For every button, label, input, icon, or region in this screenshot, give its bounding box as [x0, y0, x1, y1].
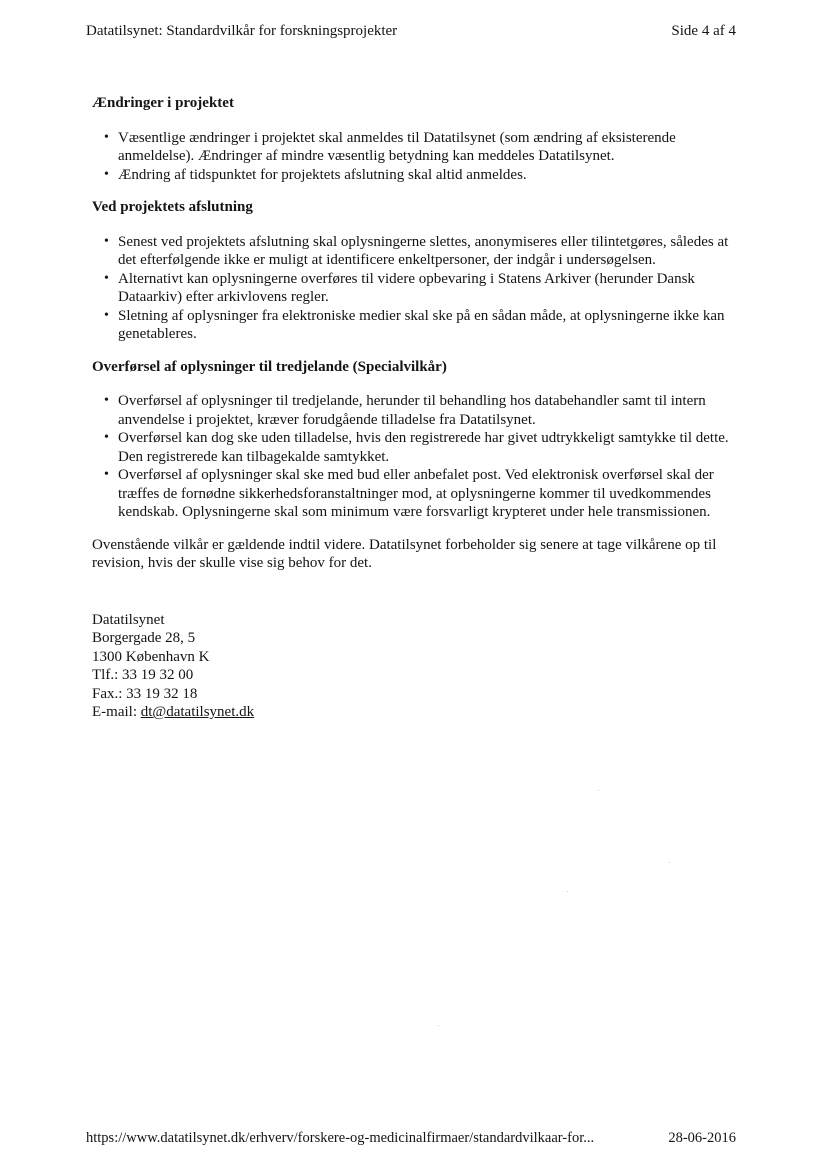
contact-email-line — [92, 703, 732, 722]
bullet-item: • Ændring af tidspunktet for projektets afslutning skal altid anmeldes. — [118, 166, 732, 185]
scan-speck — [567, 891, 568, 892]
section-changes — [92, 94, 732, 184]
bullet-list — [92, 392, 732, 522]
bullet-item: • Overførsel af oplysninger skal ske med bud eller anbefalet post. Ved elektronisk overførsel skal der træffes de fornødne sikkerhedsforanstaltninger mod, at oplysningerne kommer til uvedkommendes kendskab. Oplysningerne skal som minimum være forsvarligt krypteret under hele transmissionen. — [118, 466, 732, 522]
bullet-list — [92, 233, 732, 344]
bullet-item: • Overførsel af oplysninger til tredjelande, herunder til behandling hos databehandler samt til intern anvendelse i projektet, kræver forudgående tilladelse fra Datatilsynet. — [118, 392, 732, 429]
print-date: 28-06-2016 — [668, 1130, 736, 1146]
section-heading: Overførsel af oplysninger til tredjelande (Specialvilkår) — [92, 358, 447, 375]
contact-street: Borgergade 28, 5 — [92, 630, 196, 646]
page-number: Side 4 af 4 — [671, 23, 736, 39]
scan-speck — [438, 1025, 439, 1026]
document-body — [92, 94, 732, 722]
bullet-item: • Alternativt kan oplysningerne overføres til videre opbevaring i Statens Arkiver (herunder Dansk Dataarkiv) efter arkivlovens regler. — [118, 270, 732, 307]
page-header — [86, 23, 736, 43]
contact-address — [92, 611, 732, 722]
document-title: Datatilsynet: Standardvilkår for forskningsprojekter — [86, 23, 398, 39]
bullet-item: • Væsentlige ændringer i projektet skal anmeldes til Datatilsynet (som ændring af eksisterende anmeldelse). Ændringer af mindre væsentlig betydning kan meddeles Datatilsynet. — [118, 129, 732, 166]
source-url: https://www.datatilsynet.dk/erhverv/forskere-og-medicinalfirmaer/standardvilkaar-for... — [86, 1130, 595, 1146]
bullet-item: • Sletning af oplysninger fra elektroniske medier skal ske på en sådan måde, at oplysningerne ikke kan genetableres. — [118, 307, 732, 344]
page-footer — [86, 1130, 736, 1150]
section-project-end — [92, 198, 732, 344]
section-heading: Ændringer i projektet — [92, 95, 234, 111]
bullet-item: • Overførsel kan dog ske uden tilladelse, hvis den registrerede har givet udtrykkeligt samtykke til dette. Den registrerede kan tilbagekalde samtykket. — [118, 429, 732, 466]
closing-paragraph: Ovenstående vilkår er gældende indtil videre. Datatilsynet forbeholder sig senere at tage vilkårene op til revision, hvis der skulle vise sig behov for det. — [92, 536, 717, 571]
bullet-item: • Senest ved projektets afslutning skal oplysningerne slettes, anonymiseres eller tilintetgøres, således at det efterfølgende ikke er muligt at identificere enkeltpersoner, der indgår i undersøgelsen. — [118, 233, 732, 270]
scan-speck — [669, 862, 670, 863]
email-label: E-mail: — [92, 704, 141, 720]
contact-fax: Fax.: 33 19 32 18 — [92, 685, 198, 702]
section-heading: Ved projektets afslutning — [92, 199, 253, 215]
contact-phone: Tlf.: 33 19 32 00 — [92, 667, 194, 683]
bullet-list — [92, 129, 732, 185]
scan-speck — [598, 790, 599, 791]
email-link[interactable]: dt@datatilsynet.dk — [140, 704, 255, 720]
contact-city: 1300 København K — [92, 648, 210, 665]
section-transfer-third-countries — [92, 358, 732, 522]
contact-name: Datatilsynet — [92, 611, 165, 628]
